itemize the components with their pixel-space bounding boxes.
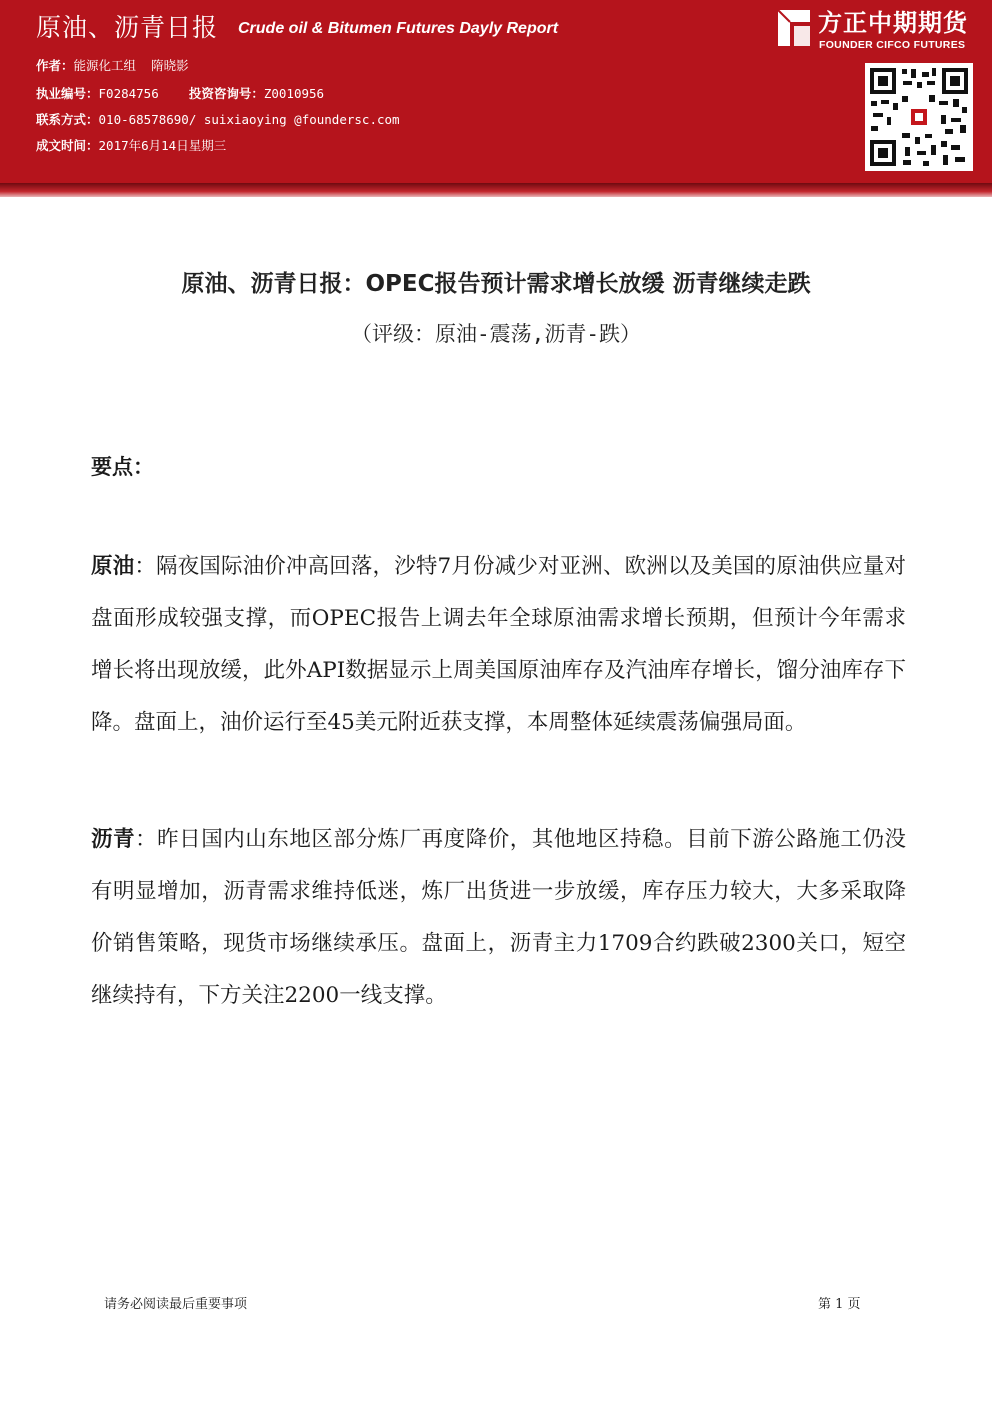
key-points-heading: 要点： (91, 455, 154, 479)
contact-label: 联系方式： (36, 112, 99, 127)
author-value: 能源化工组 隋晓影 (73, 58, 189, 73)
report-header (0, 0, 992, 183)
brand-logo (770, 6, 985, 56)
contact-value: 010-68578690/ suixiaoying @foundersc.com (98, 112, 400, 127)
consult-label: 投资咨询号： (188, 86, 264, 101)
bitumen-lead: 沥青 (91, 827, 136, 852)
crude-oil-lead: 原油 (91, 554, 135, 579)
consult-value: Z0010956 (263, 86, 325, 101)
rating-line: （评级：原油-震荡,沥青-跌） (351, 322, 641, 346)
contact-line (36, 110, 400, 128)
report-title: 原油、沥青日报 (36, 13, 219, 42)
crude-oil-paragraph (91, 541, 906, 749)
author-line (36, 56, 189, 74)
license-label: 执业编号： (36, 86, 99, 101)
brand-name-cn: 方正中期期货 (818, 9, 968, 37)
qr-code-icon (865, 63, 973, 171)
date-line (36, 136, 226, 154)
logo-mark-icon (770, 6, 814, 50)
bitumen-paragraph (91, 814, 906, 1022)
license-value: F0284756 (98, 86, 159, 101)
report-subtitle: Crude oil & Bitumen Futures Dayly Report (238, 20, 559, 37)
page-number: 第 1 页 (818, 1297, 861, 1312)
date-label: 成文时间： (36, 138, 99, 153)
header-divider (0, 183, 992, 197)
date-value: 2017年6月14日星期三 (98, 138, 227, 153)
license-line (36, 84, 324, 102)
footer-notice: 请务必阅读最后重要事项 (104, 1297, 248, 1312)
bitumen-text: ：昨日国内山东地区部分炼厂再度降价，其他地区持稳。目前下游公路施工仍没有明显增加，沥青需求维持低迷，炼厂出货进一步放缓，库存压力较大，大多采取降价销售策略，现货市场继续承压。盘面上，沥青主力1709合约跌破2300关口，短空继续持有，下方关注2200一线支撑。 (91, 827, 906, 1008)
author-label: 作者： (36, 58, 74, 73)
crude-oil-text: ：隔夜国际油价冲高回落，沙特7月份减少对亚洲、欧洲以及美国的原油供应量对盘面形成较强支撑，而OPEC报告上调去年全球原油需求增长预期，但预计今年需求增长将出现放缓，此外API数据显示上周美国原油库存及汽油库存增长，馏分油库存下降。盘面上，油价运行至45美元附近获支撑，本周整体延续震荡偏强局面。 (91, 554, 906, 735)
brand-name-en: FOUNDER CIFCO FUTURES (819, 39, 966, 51)
document-title: 原油、沥青日报：OPEC报告预计需求增长放缓 沥青继续走跌 (181, 271, 811, 297)
